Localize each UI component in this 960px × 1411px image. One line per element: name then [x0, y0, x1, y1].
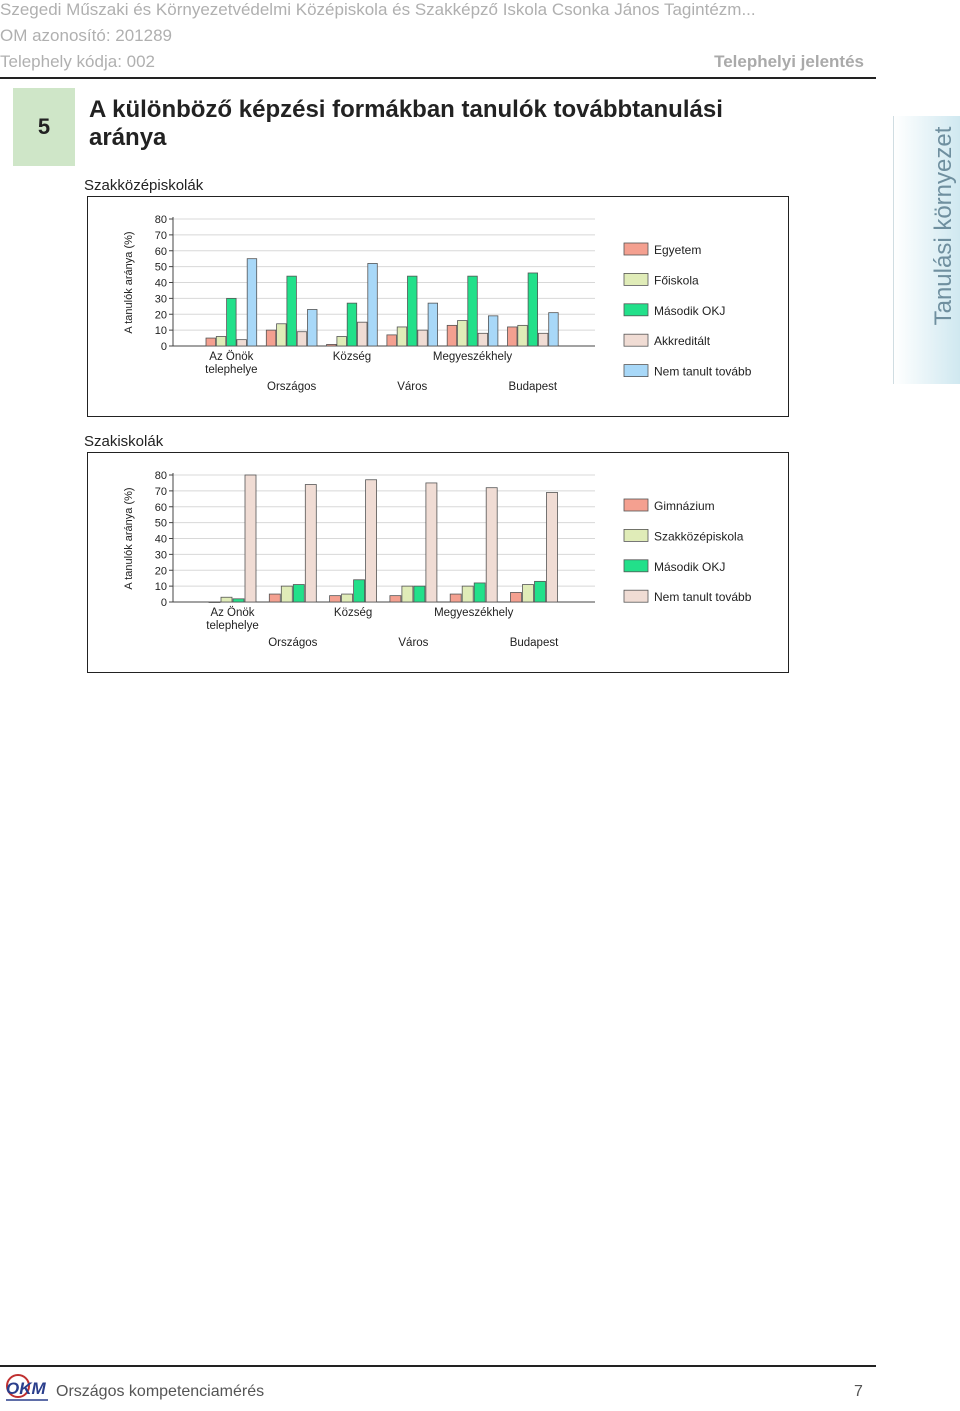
- x-tick-label-varos: Város: [398, 637, 429, 649]
- bar-egyetem-az-onok-telephelye: [206, 338, 216, 346]
- legend-label-nem-tanult-tovabb: Nem tanult tovább: [654, 364, 752, 379]
- bar-akkreditalt-az-onok-telephelye: [237, 340, 247, 346]
- x-tick-label-megyeszekhely: Megyeszékhely: [434, 607, 514, 619]
- bar-nem-tanult-tovabb-budapest: [547, 492, 558, 602]
- bar-gimnazium-orszagos: [269, 594, 280, 602]
- om-id: OM azonosító: 201289: [0, 26, 173, 45]
- x-tick-label-kozseg: Község: [333, 607, 373, 619]
- legend-swatch-egyetem: [624, 243, 648, 255]
- bar-nem-tanult-tovabb-kozseg: [366, 480, 377, 602]
- y-tick-label: 40: [154, 533, 167, 546]
- bar-foiskola-varos: [397, 327, 407, 346]
- footer-divider: [0, 1365, 876, 1367]
- legend-swatch-nem-tanult-tovabb: [624, 365, 648, 377]
- y-tick-label: 60: [154, 501, 167, 514]
- y-tick-label: 30: [154, 293, 167, 306]
- y-tick-label: 70: [154, 485, 167, 498]
- x-tick-label-budapest: Budapest: [508, 381, 558, 393]
- bar-gimnazium-megyeszekhely: [450, 594, 461, 602]
- bar-szakkozepiskola-varos: [402, 586, 413, 602]
- y-tick-label: 80: [154, 214, 167, 226]
- legend-label-szakkozepiskola: Szakközépiskola: [654, 529, 744, 544]
- y-tick-label: 10: [154, 325, 167, 338]
- bar-masodik-okj-orszagos: [287, 276, 297, 346]
- bar-gimnazium-varos: [390, 596, 401, 602]
- bar-szakkozepiskola-kozseg: [342, 594, 353, 602]
- bar-nem-tanult-tovabb-budapest: [549, 313, 559, 346]
- y-tick-label: 60: [154, 245, 167, 258]
- bar-szakkozepiskola-budapest: [523, 585, 534, 602]
- side-tab-label: Tanulási környezet: [930, 126, 957, 326]
- legend-label-masodik-okj: Második OKJ: [654, 303, 726, 318]
- legend-label-egyetem: Egyetem: [654, 243, 702, 257]
- y-tick-label: 50: [154, 517, 167, 530]
- bar-akkreditalt-varos: [418, 330, 428, 346]
- bar-nem-tanult-tovabb-varos: [426, 483, 437, 602]
- x-tick-label-az-onok-telephelye: Az Önök telephelye: [206, 607, 259, 632]
- bar-szakkozepiskola-megyeszekhely: [462, 586, 473, 602]
- bar-nem-tanult-tovabb-kozseg: [368, 263, 378, 346]
- school-name: Szegedi Műszaki és Környezetvédelmi Középiskola és Szakképző Iskola Csonka János Tagintézm...: [0, 0, 756, 19]
- bar-szakkozepiskola-az-onok-telephelye: [221, 597, 232, 602]
- legend-swatch-masodik-okj: [624, 304, 648, 316]
- bar-masodik-okj-megyeszekhely: [468, 276, 478, 346]
- bar-akkreditalt-budapest: [538, 333, 548, 346]
- x-tick-label-megyeszekhely: Megyeszékhely: [432, 351, 513, 363]
- bar-nem-tanult-tovabb-az-onok-telephelye: [245, 475, 256, 602]
- bar-masodik-okj-varos: [414, 586, 425, 602]
- y-tick-label: 70: [154, 229, 167, 242]
- chart-caption-szakiskolak: Szakiskolák: [84, 433, 164, 450]
- legend-swatch-akkreditalt: [624, 334, 648, 346]
- x-tick-label-orszagos: Országos: [267, 381, 317, 393]
- chart-svg-szakiskolak: [88, 453, 788, 672]
- bar-egyetem-megyeszekhely: [447, 325, 457, 346]
- chart-caption-szakkozepiskolak: Szakközépiskolák: [84, 177, 204, 194]
- bar-egyetem-budapest: [508, 327, 518, 346]
- bar-egyetem-kozseg: [327, 344, 337, 346]
- x-tick-label-varos: Város: [397, 381, 428, 393]
- legend-swatch-masodik-okj: [624, 560, 648, 572]
- legend-swatch-foiskola: [624, 273, 648, 285]
- x-tick-label-az-onok-telephelye: Az Önök telephelye: [205, 351, 258, 376]
- legend-label-masodik-okj: Második OKJ: [654, 559, 726, 574]
- legend-swatch-nem-tanult-tovabb: [624, 590, 648, 602]
- bar-masodik-okj-orszagos: [293, 585, 304, 602]
- bar-egyetem-orszagos: [266, 330, 276, 346]
- legend-label-gimnazium: Gimnázium: [654, 499, 715, 513]
- bar-gimnazium-kozseg: [330, 596, 341, 602]
- y-tick-label: 30: [154, 549, 167, 562]
- chart-szakiskolak: [87, 452, 789, 673]
- y-axis-label: A tanulók aránya (%): [123, 231, 135, 334]
- bar-foiskola-budapest: [518, 325, 528, 346]
- bar-foiskola-kozseg: [337, 336, 347, 346]
- bar-gimnazium-az-onok-telephelye: [209, 602, 220, 603]
- y-tick-label: 0: [160, 341, 167, 353]
- okm-logo: [4, 1372, 50, 1411]
- y-axis-label: A tanulók aránya (%): [123, 487, 135, 590]
- chart-svg-szakkozepiskolak: [88, 197, 788, 416]
- section-number: 5: [13, 88, 75, 166]
- bar-akkreditalt-orszagos: [297, 332, 307, 346]
- bar-akkreditalt-megyeszekhely: [478, 333, 488, 346]
- site-code: Telephely kódja: 002: [0, 52, 156, 71]
- bar-egyetem-varos: [387, 335, 397, 346]
- x-tick-label-kozseg: Község: [332, 351, 372, 363]
- section-title: A különböző képzési formákban tanulók továbbtanulási aránya: [89, 96, 723, 151]
- legend-label-nem-tanult-tovabb: Nem tanult tovább: [654, 590, 752, 605]
- report-type: Telephelyi jelentés: [714, 52, 864, 71]
- legend-label-akkreditalt: Akkreditált: [654, 334, 711, 349]
- legend-swatch-szakkozepiskola: [624, 529, 648, 541]
- bar-nem-tanult-tovabb-varos: [428, 303, 438, 346]
- bar-akkreditalt-kozseg: [358, 322, 368, 346]
- header-divider: [0, 77, 876, 79]
- bar-nem-tanult-tovabb-orszagos: [308, 309, 318, 346]
- x-tick-label-budapest: Budapest: [509, 637, 559, 649]
- bar-masodik-okj-megyeszekhely: [474, 583, 485, 602]
- x-tick-label-orszagos: Országos: [268, 637, 318, 649]
- side-tab: [893, 116, 960, 384]
- y-tick-label: 10: [154, 581, 167, 594]
- chart-szakkozepiskolak: [87, 196, 789, 417]
- bar-nem-tanult-tovabb-megyeszekhely: [488, 316, 498, 346]
- bar-foiskola-az-onok-telephelye: [216, 336, 226, 346]
- bar-szakkozepiskola-orszagos: [281, 586, 292, 602]
- bar-nem-tanult-tovabb-megyeszekhely: [486, 488, 497, 602]
- legend-swatch-gimnazium: [624, 499, 648, 511]
- bar-foiskola-orszagos: [277, 324, 287, 346]
- bar-nem-tanult-tovabb-orszagos: [305, 485, 316, 602]
- page-number: 7: [854, 1383, 863, 1400]
- bar-nem-tanult-tovabb-az-onok-telephelye: [247, 259, 257, 346]
- bar-masodik-okj-az-onok-telephelye: [233, 599, 244, 602]
- legend-label-foiskola: Főiskola: [654, 273, 699, 288]
- bar-masodik-okj-budapest: [528, 273, 538, 346]
- bar-masodik-okj-budapest: [535, 581, 546, 602]
- y-tick-label: 20: [154, 565, 167, 578]
- footer-text: Országos kompetenciamérés: [56, 1383, 265, 1400]
- bar-gimnazium-budapest: [511, 592, 522, 602]
- bar-masodik-okj-az-onok-telephelye: [227, 298, 237, 346]
- bar-masodik-okj-kozseg: [354, 580, 365, 602]
- svg-text:OKM: OKM: [6, 1379, 46, 1398]
- y-tick-label: 50: [154, 261, 167, 274]
- y-tick-label: 20: [154, 309, 167, 322]
- bar-foiskola-megyeszekhely: [458, 321, 468, 346]
- y-tick-label: 80: [154, 470, 167, 482]
- bar-masodik-okj-varos: [408, 276, 418, 346]
- y-tick-label: 0: [160, 597, 167, 609]
- y-tick-label: 40: [154, 277, 167, 290]
- bar-masodik-okj-kozseg: [347, 303, 357, 346]
